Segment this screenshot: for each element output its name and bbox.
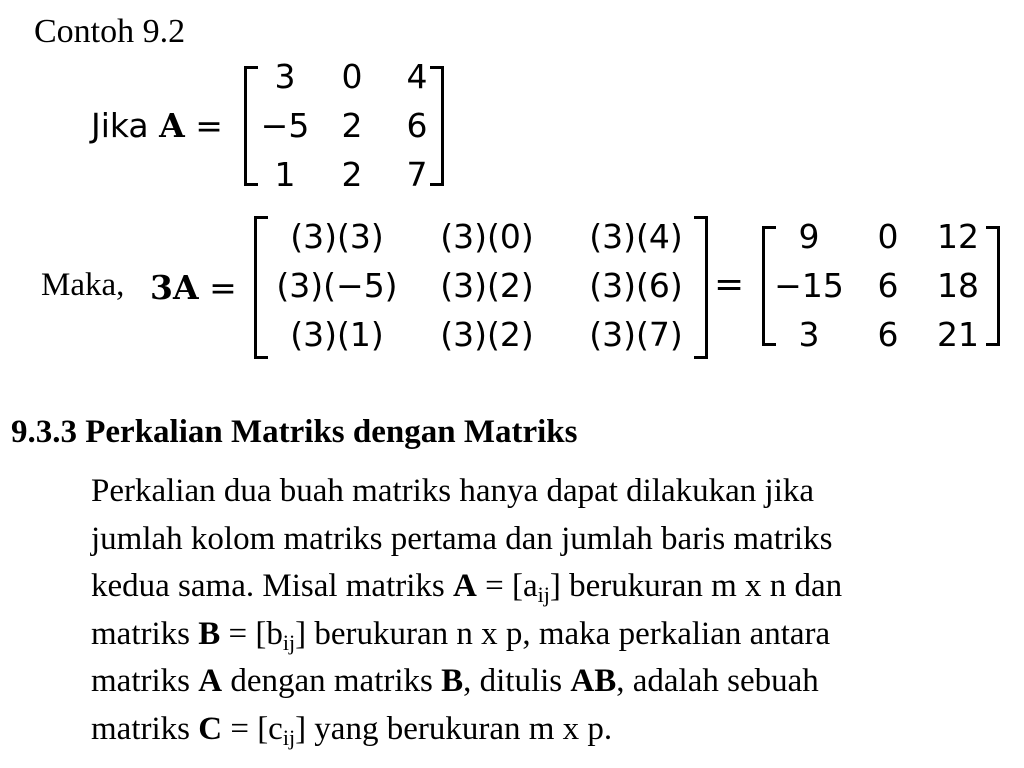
result-prefix: Maka, [41, 266, 125, 303]
matrix-cell: (3)(1) [290, 315, 384, 354]
paragraph-line: Perkalian dua buah matriks hanya dapat dilakukan jika [91, 473, 815, 509]
matrix-cell: (3)(7) [589, 315, 683, 354]
paragraph-line: jumlah kolom matriks pertama dan jumlah baris matriks [91, 520, 833, 557]
matrix-cell: (3)(2) [440, 315, 534, 354]
result-equals: = [209, 267, 237, 307]
result-symbol-group [150, 262, 237, 312]
matrix-cell: (3)(−5) [276, 266, 398, 305]
paragraph-line: kedua sama. Misal matriks $A = [a_{ij}]$ berukuran m x n dan [91, 568, 843, 607]
final-right-bracket [986, 226, 1000, 346]
given-symbol: A [159, 105, 185, 145]
result-label [41, 262, 124, 308]
result-equals-2: = [714, 264, 745, 305]
matrix-cell: −15 [774, 266, 844, 305]
matrix-cell: (3)(0) [440, 217, 534, 256]
paragraph-line: matriks $C = [c_{ij}]$ yang berukuran m x p. [91, 710, 613, 750]
matrix-cell: 3 [798, 315, 820, 354]
matrix-cell: 4 [406, 57, 428, 96]
matrix-cell: (3)(2) [440, 266, 534, 305]
paragraph-line: matriks A dengan matriks B, ditulis AB, adalah sebuah [91, 663, 819, 699]
matrix-cell: −5 [260, 106, 310, 145]
matrix-a-right-bracket [430, 66, 444, 186]
matrix-cell: 6 [877, 315, 899, 354]
body-paragraph [91, 468, 1011, 753]
example-title: Contoh 9.2 [34, 13, 186, 50]
paragraph-line: matriks $B = [b_{ij}]$ berukuran n x p, maka perkalian antara [91, 615, 831, 655]
matrix-cell: (3)(3) [290, 217, 384, 256]
given-prefix: Jika [91, 105, 149, 145]
matrix-cell: 21 [937, 315, 979, 354]
matrix-cell: 0 [877, 217, 899, 256]
matrix-expanded [262, 212, 710, 359]
given-label [91, 100, 223, 150]
section-heading: 9.3.3 Perkalian Matriks dengan Matriks [11, 414, 578, 450]
matrix-final [766, 212, 992, 359]
matrix-cell: (3)(6) [589, 266, 683, 305]
matrix-cell: 6 [877, 266, 899, 305]
matrix-cell: 6 [406, 106, 428, 145]
matrix-cell: 2 [341, 155, 363, 194]
matrix-cell: 3 [274, 57, 296, 96]
given-equals: = [195, 105, 223, 145]
matrix-a [254, 52, 446, 199]
matrix-cell: 12 [937, 217, 979, 256]
matrix-cell: (3)(4) [589, 217, 683, 256]
matrix-cell: 18 [937, 266, 979, 305]
matrix-cell: 7 [406, 155, 428, 194]
matrix-cell: 2 [341, 106, 363, 145]
result-symbol: 3A [150, 267, 199, 307]
matrix-cell: 0 [341, 57, 363, 96]
matrix-cell: 1 [274, 155, 296, 194]
expanded-right-bracket [694, 216, 708, 359]
matrix-cell: 9 [798, 217, 820, 256]
